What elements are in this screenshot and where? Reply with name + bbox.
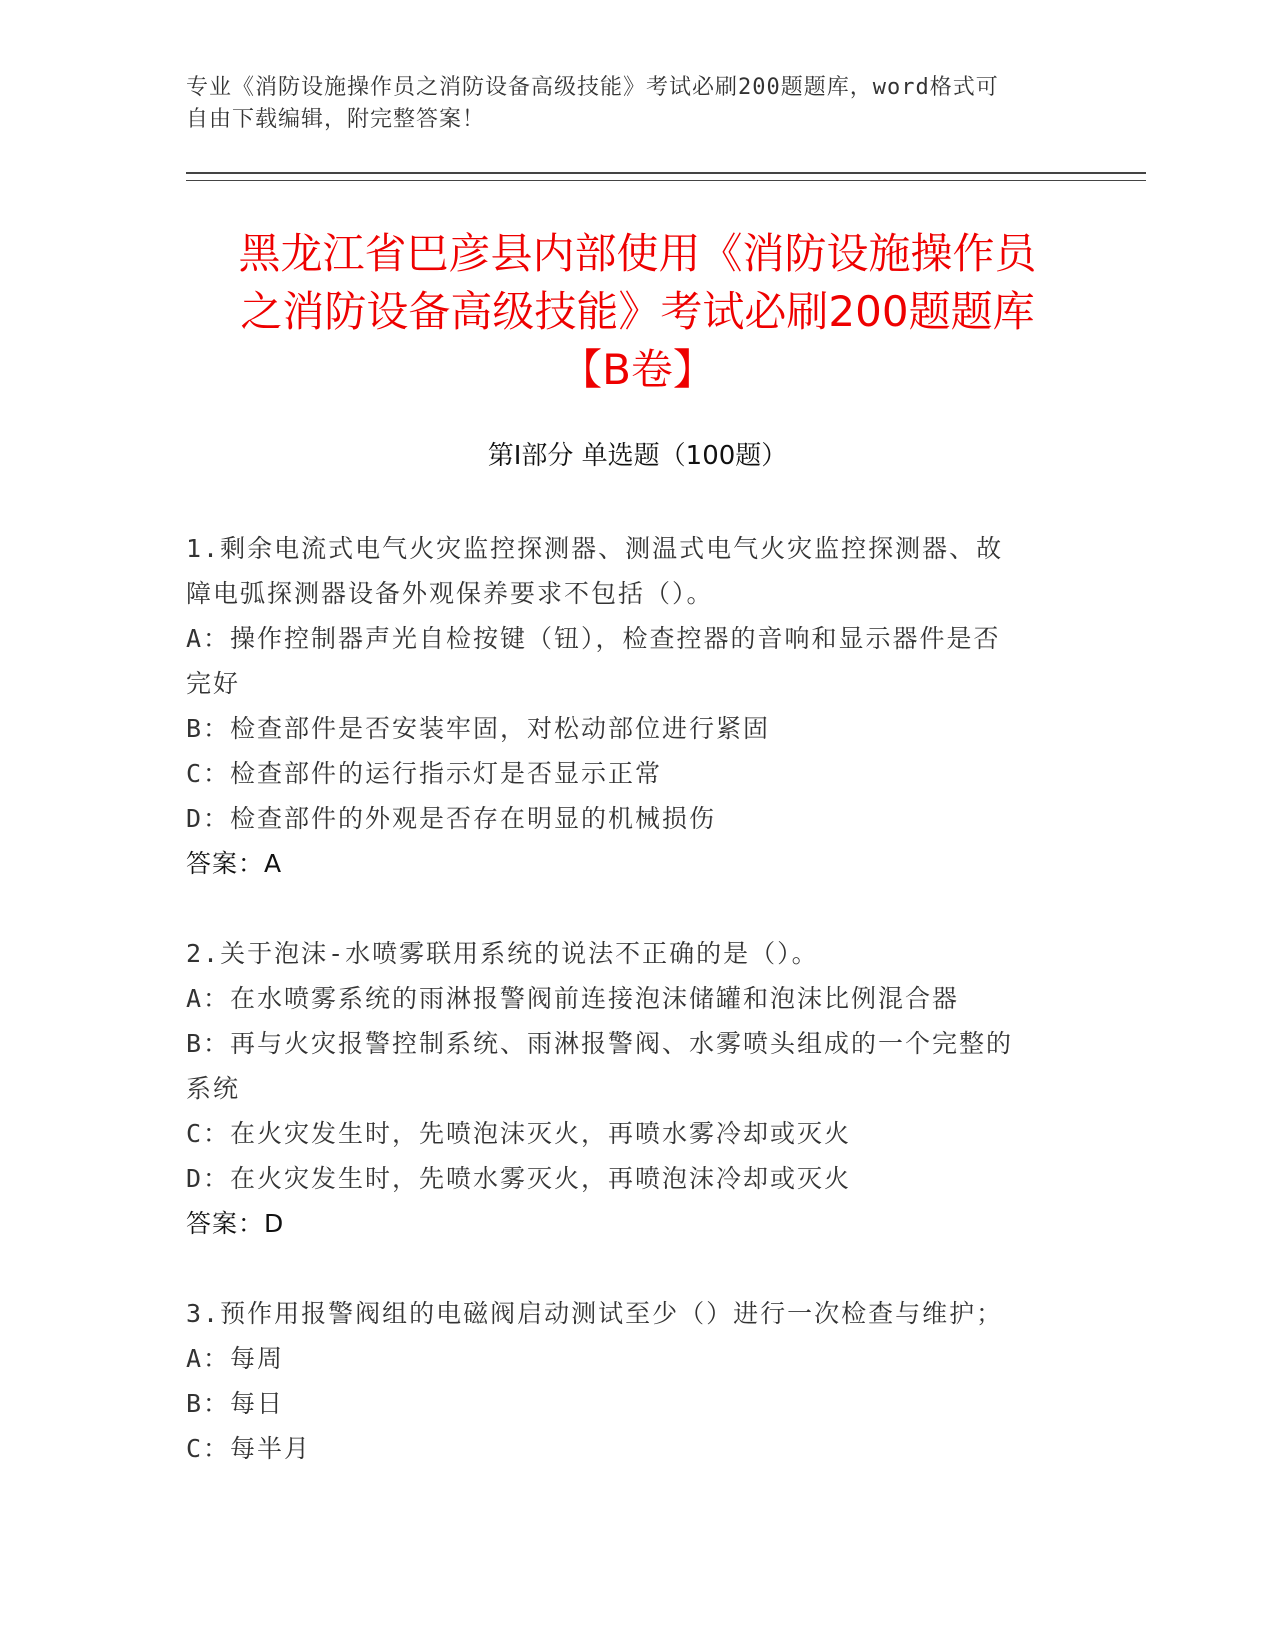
option-a-continued: 完好 [186, 669, 241, 698]
document-title-line-2: 之消防设备高级技能》考试必刷200题题库 [240, 287, 1035, 336]
section-heading: 第Ⅰ部分 单选题（100题） [487, 441, 788, 471]
question-stem-continued: 障电弧探测器设备外观保养要求不包括（）。 [186, 579, 714, 608]
header-note-line-2: 自由下载编辑，附完整答案！ [186, 107, 486, 132]
question-stem: 1.剩余电流式电气火灾监控探测器、测温式电气火灾监控探测器、故 [186, 534, 1004, 563]
option-d: D：在火灾发生时，先喷水雾灭火，再喷泡沫冷却或灭火 [186, 1164, 852, 1193]
header-note-line-1: 专业《消防设施操作员之消防设备高级技能》考试必刷200题题库，word格式可 [186, 75, 999, 100]
option-c: C：每半月 [186, 1434, 312, 1463]
option-b: B：再与火灾报警控制系统、雨淋报警阀、水雾喷头组成的一个完整的 [186, 1029, 1014, 1058]
option-a: A：在水喷雾系统的雨淋报警阀前连接泡沫储罐和泡沫比例混合器 [186, 984, 960, 1013]
document-title-line-3: 【B卷】 [560, 345, 715, 394]
question-stem: 3.预作用报警阀组的电磁阀启动测试至少（）进行一次检查与维护； [186, 1299, 1004, 1328]
answer-label: 答案：D [186, 1209, 285, 1238]
option-a: A：每周 [186, 1344, 285, 1373]
option-b: B：检查部件是否安装牢固，对松动部位进行紧固 [186, 714, 771, 743]
question-stem: 2.关于泡沫-水喷雾联用系统的说法不正确的是（）。 [186, 939, 819, 968]
option-a: A：操作控制器声光自检按键（钮），检查控器的音响和显示器件是否 [186, 624, 1001, 653]
answer-label: 答案：A [186, 849, 283, 878]
option-b: B：每日 [186, 1389, 285, 1418]
question-3 [186, 1291, 1066, 1471]
option-b-continued: 系统 [186, 1074, 241, 1103]
option-c: C：检查部件的运行指示灯是否显示正常 [186, 759, 663, 788]
question-1 [186, 526, 1066, 886]
header-divider-thick [186, 172, 1146, 174]
option-c: C：在火灾发生时，先喷泡沫灭火，再喷水雾冷却或灭火 [186, 1119, 852, 1148]
question-2 [186, 931, 1066, 1246]
option-d: D：检查部件的外观是否存在明显的机械损伤 [186, 804, 717, 833]
header-divider-thin [186, 180, 1146, 181]
document-title-line-1: 黑龙江省巴彦县内部使用《消防设施操作员 [238, 229, 1037, 278]
document-title [160, 225, 1115, 399]
header-note [186, 72, 1076, 136]
question-list [186, 526, 1066, 1516]
